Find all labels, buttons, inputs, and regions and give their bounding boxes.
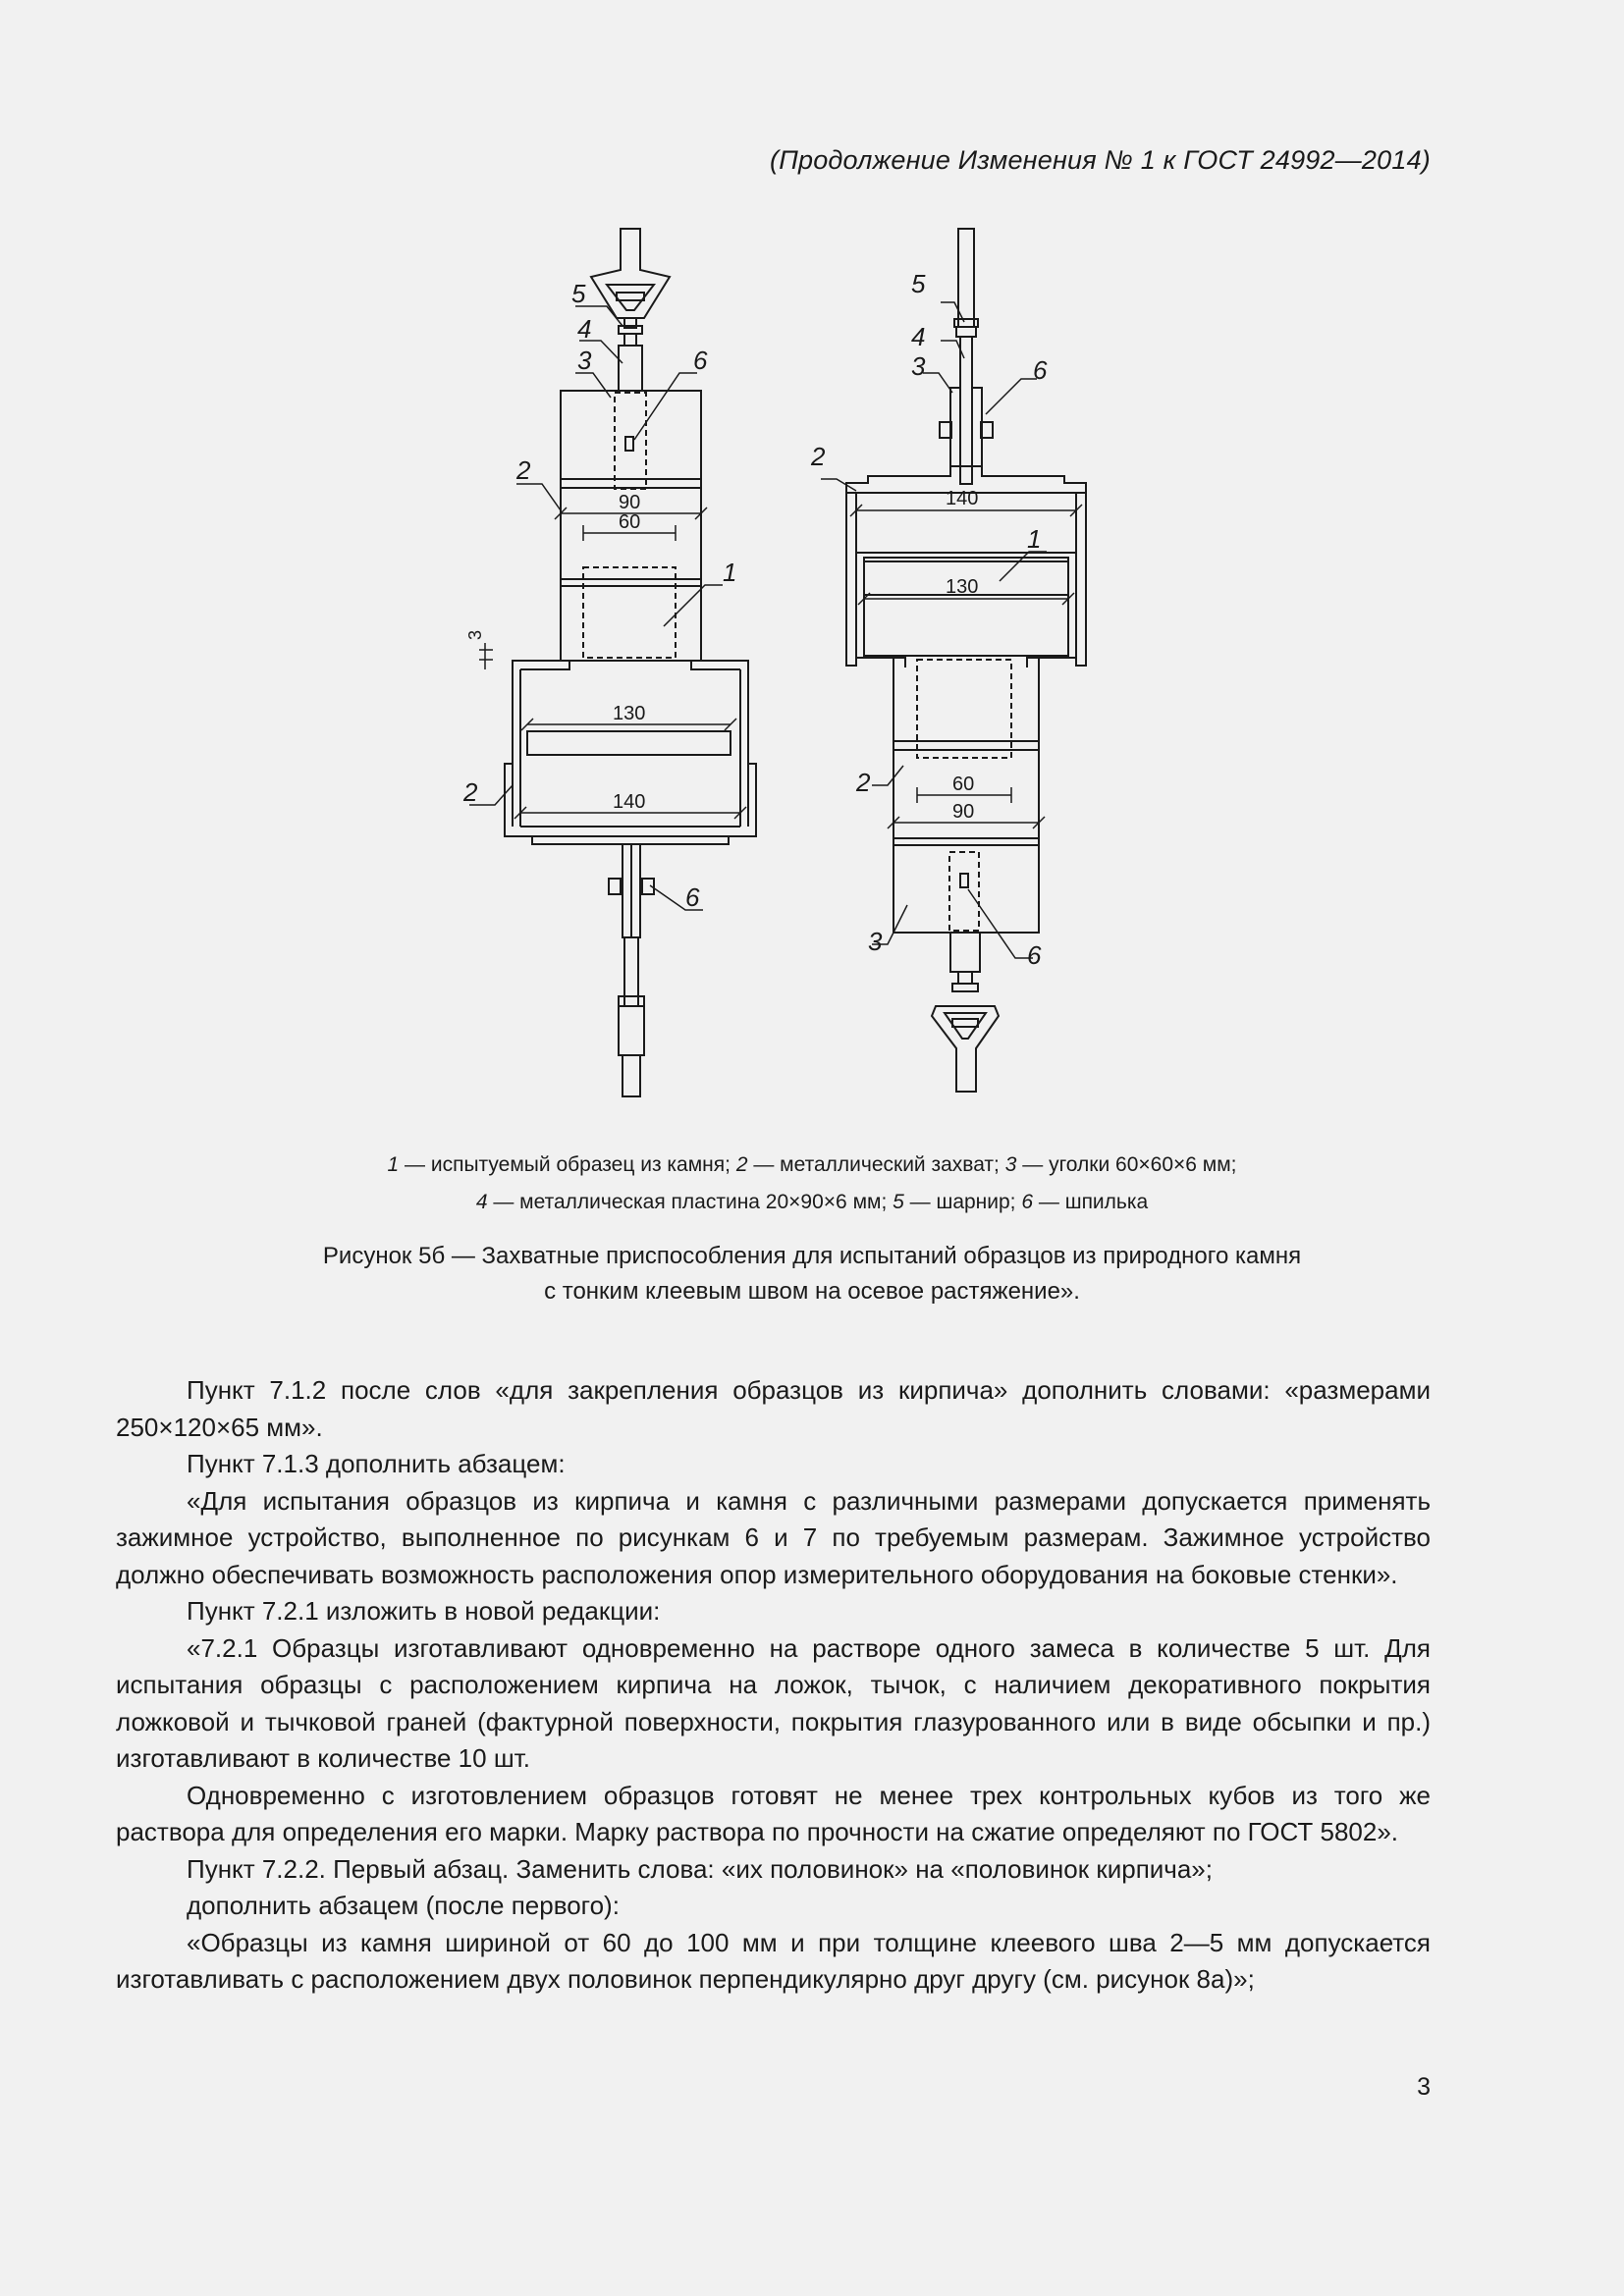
right-label-2a: 2 — [811, 442, 826, 471]
left-label-1: 1 — [723, 558, 737, 587]
left-label-3: 3 — [577, 346, 592, 375]
left-label-2a: 2 — [516, 455, 531, 485]
paragraph: «7.2.1 Образцы изготавливают одновременно на растворе одного замеса в количестве 5 шт. Для испытания образцы с расположением кирпича на ложок, тычок, с наличием декоративного покрытия ложковой и тычковой граней (фактурной поверхности, покрытия глазурованного или в виде обсыпки и пр.) изготавливают в количестве 10 шт. — [116, 1632, 1431, 1773]
right-label-6b: 6 — [1027, 940, 1042, 970]
page-header: (Продолжение Изменения № 1 к ГОСТ 24992—2014) — [770, 145, 1431, 175]
figure-drawing — [0, 216, 1624, 1119]
paragraph: дополнить абзацем (после первого): — [187, 1891, 620, 1920]
right-label-1: 1 — [1027, 524, 1042, 554]
right-assembly — [810, 229, 1086, 1092]
left-label-6b: 6 — [685, 882, 700, 912]
right-dim-130: 130 — [946, 576, 979, 598]
paragraph: Пункт 7.2.2. Первый абзац. Заменить слова: «их половинок» на «половинок кирпича»; — [187, 1853, 1213, 1884]
page-number: 3 — [1417, 2073, 1431, 2101]
caption-line-2: с тонким клеевым швом на осевое растяжение». — [544, 1278, 1080, 1305]
left-dim-60: 60 — [619, 511, 641, 533]
left-label-2b: 2 — [463, 777, 478, 807]
right-dim-90: 90 — [952, 801, 975, 823]
legend-line-1: 1 — испытуемый образец из камня; 2 — металлический захват; 3 — уголки 60×60×6 мм; — [387, 1153, 1237, 1176]
paragraph: «Образцы из камня шириной от 60 до 100 мм и при толщине клеевого шва 2—5 мм допускается изготавливать с расположением двух половинок перпендикулярно друг другу (см. рисунок 8а)»; — [116, 1927, 1431, 1994]
left-dim-130: 130 — [613, 703, 646, 724]
paragraph: Пункт 7.2.1 изложить в новой редакции: — [187, 1596, 661, 1626]
left-label-4: 4 — [577, 314, 592, 344]
right-label-3b: 3 — [868, 927, 883, 956]
left-label-5: 5 — [571, 279, 586, 308]
figure-legend — [0, 1147, 1624, 1221]
paragraph: Пункт 7.1.3 дополнить абзацем: — [187, 1449, 566, 1478]
caption-line-1: Рисунок 5б — Захватные приспособления для испытаний образцов из природного камня — [322, 1243, 1302, 1269]
figure-5b — [0, 216, 1624, 1119]
left-assembly — [462, 229, 756, 1096]
paragraph: «Для испытания образцов из кирпича и камня с различными размерами допускается применять зажимное устройство, выполненное по рисункам 6 и 7 по требуемым размерам. Зажимное устройство должно обеспечивать возможность расположения опор измерительного оборудования на боковые стенки». — [116, 1485, 1431, 1589]
left-label-6a: 6 — [693, 346, 708, 375]
right-label-4: 4 — [911, 322, 926, 351]
figure-caption — [0, 1239, 1624, 1309]
paragraph: Одновременно с изготовлением образцов готовят не менее трех контрольных кубов из того же раствора для определения его марки. Марку раствора по прочности на сжатие определяют по ГОСТ 5802». — [116, 1780, 1431, 1846]
right-label-6a: 6 — [1033, 355, 1048, 385]
right-label-5: 5 — [911, 269, 926, 298]
right-dim-60: 60 — [952, 774, 975, 795]
paragraph: Пункт 7.1.2 после слов «для закрепления образцов из кирпича» дополнить словами: «размерами 250×120×65 мм». — [116, 1375, 1431, 1442]
right-dim-140: 140 — [946, 488, 979, 509]
left-gap-3: 3 — [465, 629, 485, 640]
left-dim-140: 140 — [613, 791, 646, 813]
right-label-3: 3 — [911, 351, 926, 381]
legend-line-2: 4 — металлическая пластина 20×90×6 мм; 5 — шарнир; 6 — шпилька — [475, 1191, 1149, 1213]
right-label-2b: 2 — [856, 768, 871, 797]
body-text — [116, 1372, 1431, 1999]
left-dim-90: 90 — [619, 492, 641, 513]
